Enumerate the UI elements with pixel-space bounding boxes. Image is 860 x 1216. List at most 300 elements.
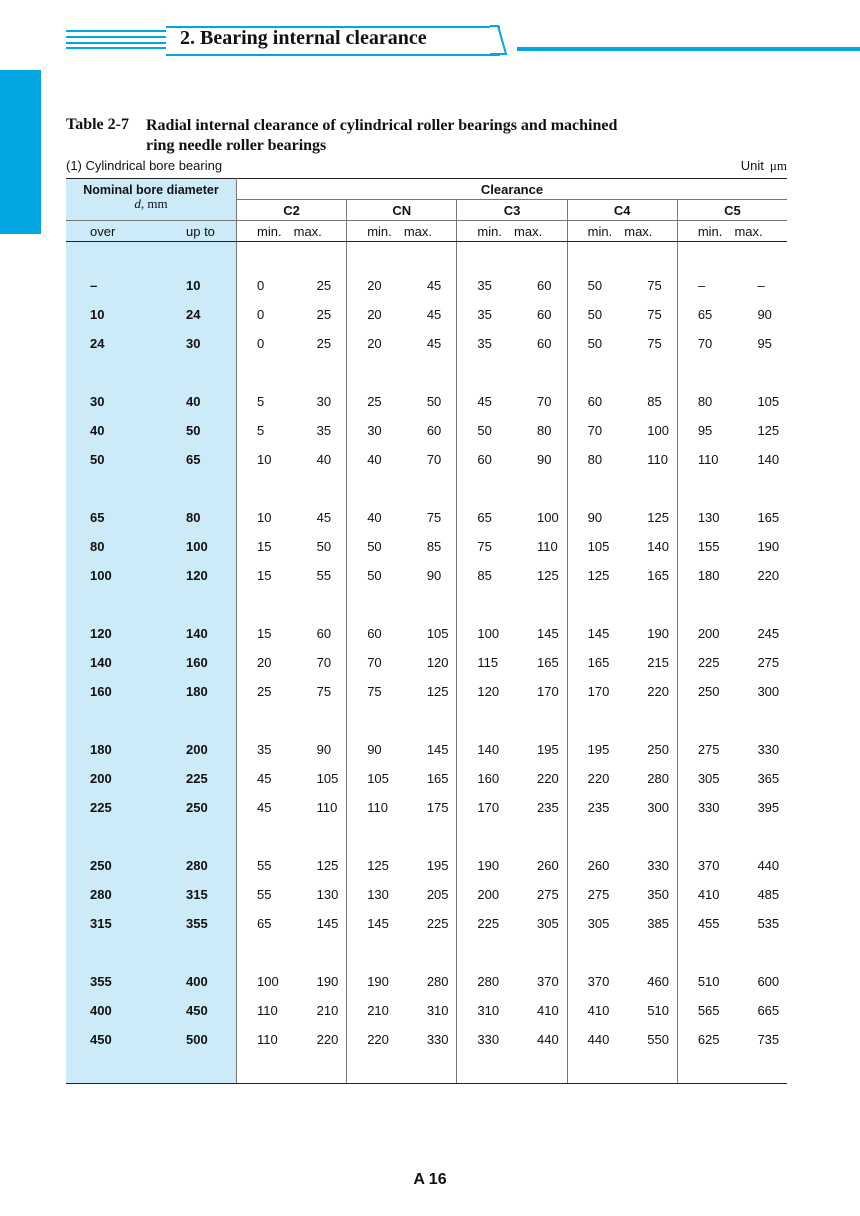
clearance-cell: 170: [567, 677, 619, 706]
clearance-cell: 25: [316, 336, 332, 351]
bore-upto-cell: 100: [160, 532, 237, 561]
clearance-cell: 735: [757, 1032, 780, 1047]
clearance-cell: 190: [457, 851, 509, 880]
clearance-cell: 85: [457, 561, 509, 590]
clearance-cell: 105: [426, 626, 449, 641]
header-rule-right: [517, 47, 860, 51]
clearance-cell: 50: [316, 539, 332, 554]
table-row: [66, 909, 787, 938]
clearance-cell: 175: [426, 800, 449, 815]
bore-over-cell: 250: [66, 851, 160, 880]
clearance-cell: 350: [647, 887, 669, 902]
clearance-cell: 220: [647, 684, 669, 699]
clearance-cell: 170: [457, 793, 509, 822]
table-row: [66, 793, 787, 822]
clearance-cell: 195: [426, 858, 449, 873]
clearance-cell: 310: [457, 996, 509, 1025]
table-row: [66, 532, 787, 561]
bore-over-cell: 225: [66, 793, 160, 822]
header-stripes: [66, 30, 166, 48]
clearance-cell: 60: [537, 336, 552, 351]
clearance-cell: 125: [316, 858, 339, 873]
clearance-cell: 80: [677, 387, 729, 416]
clearance-cell: 50: [347, 561, 399, 590]
clearance-cell: 510: [677, 967, 729, 996]
clearance-cell: 10: [237, 503, 289, 532]
clearance-cell: 220: [757, 568, 780, 583]
clearance-cell: 190: [647, 626, 669, 641]
clearance-cell: 120: [426, 655, 449, 670]
clearance-cell: 105: [757, 394, 780, 409]
clearance-cell: 90: [316, 742, 332, 757]
clearance-cell: 45: [457, 387, 509, 416]
clearance-cell: 485: [757, 887, 780, 902]
clearance-cell: 45: [426, 278, 442, 293]
clearance-cell: 95: [757, 336, 772, 351]
clearance-cell: 70: [677, 329, 729, 358]
clearance-cell: 10: [237, 445, 289, 474]
clearance-cell: 330: [426, 1032, 449, 1047]
clearance-cell: 75: [347, 677, 399, 706]
clearance-cell: 70: [537, 394, 552, 409]
clearance-cell: 70: [347, 648, 399, 677]
clearance-cell: 370: [677, 851, 729, 880]
clearance-cell: 330: [457, 1025, 509, 1054]
clearance-cell: 440: [757, 858, 780, 873]
clearance-cell: 15: [237, 561, 289, 590]
clearance-cell: 305: [567, 909, 619, 938]
clearance-header: Clearance: [237, 179, 788, 200]
clearance-cell: 410: [677, 880, 729, 909]
table-row: [66, 561, 787, 590]
clearance-cell: 225: [457, 909, 509, 938]
bore-over-cell: 450: [66, 1025, 160, 1054]
clearance-cell: 55: [316, 568, 332, 583]
bore-upto-cell: 500: [160, 1025, 237, 1054]
table-row: [66, 851, 787, 880]
clearance-cell: 245: [757, 626, 780, 641]
clearance-cell: 305: [537, 916, 559, 931]
clearance-cell: 600: [757, 974, 780, 989]
bore-over-cell: 24: [66, 329, 160, 358]
spacer-row: [66, 358, 787, 387]
clearance-cell: 460: [647, 974, 669, 989]
table-row: [66, 300, 787, 329]
col-max-c2: max.: [289, 221, 347, 242]
clearance-cell: 110: [316, 800, 338, 815]
clearance-cell: 70: [316, 655, 332, 670]
clearance-cell: 145: [316, 916, 339, 931]
clearance-cell: 5: [237, 387, 289, 416]
bore-upto-cell: 160: [160, 648, 237, 677]
clearance-cell: 75: [426, 510, 442, 525]
clearance-cell: 205: [426, 887, 449, 902]
page-number: A 16: [413, 1171, 447, 1188]
clearance-cell: 410: [567, 996, 619, 1025]
bore-over-cell: 160: [66, 677, 160, 706]
clearance-cell: 35: [457, 329, 509, 358]
clearance-cell: 275: [567, 880, 619, 909]
table-row: [66, 619, 787, 648]
bore-over-cell: 120: [66, 619, 160, 648]
clearance-cell: 140: [647, 539, 669, 554]
clearance-cell: 200: [677, 619, 729, 648]
clearance-cell: 625: [677, 1025, 729, 1054]
bore-upto-cell: 355: [160, 909, 237, 938]
bore-over-cell: 280: [66, 880, 160, 909]
clearance-cell: 225: [677, 648, 729, 677]
spacer-row: [66, 706, 787, 735]
spacer-row: [66, 938, 787, 967]
clearance-cell: 50: [457, 416, 509, 445]
clearance-cell: 440: [537, 1032, 559, 1047]
clearance-cell: 55: [237, 880, 289, 909]
clearance-cell: 395: [757, 800, 780, 815]
clearance-cell: 130: [677, 503, 729, 532]
clearance-cell: 165: [647, 568, 669, 583]
clearance-cell: 90: [757, 307, 772, 322]
clearance-cell: 385: [647, 916, 669, 931]
nominal-bore-unit: d, mm: [134, 196, 168, 211]
clearance-cell: 25: [316, 307, 332, 322]
clearance-cell: –: [677, 271, 729, 300]
clearance-cell: 260: [537, 858, 559, 873]
clearance-cell: 20: [237, 648, 289, 677]
clearance-cell: 75: [316, 684, 332, 699]
clearance-cell: 35: [237, 735, 289, 764]
clearance-cell: 50: [347, 532, 399, 561]
clearance-cell: 235: [537, 800, 559, 815]
clearance-cell: 200: [457, 880, 509, 909]
clearance-cell: 365: [757, 771, 780, 786]
bore-upto-cell: 315: [160, 880, 237, 909]
spacer-row: [66, 590, 787, 619]
clearance-cell: 80: [537, 423, 552, 438]
clearance-cell: 110: [237, 996, 289, 1025]
bore-over-cell: 50: [66, 445, 160, 474]
clearance-cell: 90: [567, 503, 619, 532]
table-row: [66, 880, 787, 909]
table-caption-number: Table 2-7: [66, 116, 129, 133]
clearance-cell: 45: [426, 307, 442, 322]
clearance-cell: 85: [426, 539, 442, 554]
clearance-cell: 105: [347, 764, 399, 793]
clearance-cell: 260: [567, 851, 619, 880]
table-row: [66, 648, 787, 677]
bore-over-cell: 10: [66, 300, 160, 329]
table-row: [66, 735, 787, 764]
clearance-cell: 370: [537, 974, 559, 989]
col-min-cn: min.: [347, 221, 399, 242]
clearance-cell: 195: [537, 742, 559, 757]
bore-over-cell: 400: [66, 996, 160, 1025]
table-row: [66, 677, 787, 706]
clearance-cell: 275: [677, 735, 729, 764]
bore-upto-cell: 140: [160, 619, 237, 648]
clearance-cell: 125: [647, 510, 669, 525]
bore-over-cell: 355: [66, 967, 160, 996]
bore-upto-cell: 400: [160, 967, 237, 996]
group-header-c3: C3: [457, 200, 567, 221]
clearance-cell: 15: [237, 532, 289, 561]
clearance-cell: 25: [347, 387, 399, 416]
table-row: [66, 1025, 787, 1054]
clearance-cell: 330: [647, 858, 669, 873]
bore-upto-cell: 450: [160, 996, 237, 1025]
bore-upto-cell: 120: [160, 561, 237, 590]
clearance-cell: 60: [426, 423, 442, 438]
clearance-cell: 60: [537, 278, 552, 293]
clearance-cell: 550: [647, 1032, 669, 1047]
table-row: [66, 996, 787, 1025]
clearance-cell: 40: [347, 503, 399, 532]
clearance-cell: 140: [757, 452, 780, 467]
clearance-cell: 565: [677, 996, 729, 1025]
clearance-cell: 180: [677, 561, 729, 590]
clearance-cell: 80: [567, 445, 619, 474]
clearance-cell: 235: [567, 793, 619, 822]
clearance-cell: 275: [757, 655, 780, 670]
clearance-cell: 50: [567, 271, 619, 300]
clearance-cell: 330: [677, 793, 729, 822]
table-caption-text: Radial internal clearance of cylindrical roller bearings and machined ring needle roller bearings: [146, 117, 618, 154]
clearance-cell: 300: [647, 800, 669, 815]
clearance-cell: 65: [677, 300, 729, 329]
clearance-cell: 60: [457, 445, 509, 474]
clearance-cell: 535: [757, 916, 780, 931]
clearance-cell: 125: [567, 561, 619, 590]
clearance-cell: 370: [567, 967, 619, 996]
bore-upto-cell: 10: [160, 271, 237, 300]
bore-over-cell: 30: [66, 387, 160, 416]
table-row: [66, 329, 787, 358]
clearance-cell: 0: [237, 271, 289, 300]
bore-upto-cell: 225: [160, 764, 237, 793]
col-over: over: [66, 221, 160, 242]
clearance-cell: 50: [426, 394, 442, 409]
clearance-cell: 190: [347, 967, 399, 996]
nominal-bore-label: Nominal bore diameter: [83, 183, 219, 197]
clearance-cell: 170: [537, 684, 559, 699]
section-title: 2. Bearing internal clearance: [180, 27, 427, 49]
bore-upto-cell: 30: [160, 329, 237, 358]
clearance-cell: 45: [426, 336, 442, 351]
clearance-cell: 100: [457, 619, 509, 648]
bore-upto-cell: 280: [160, 851, 237, 880]
clearance-cell: 35: [316, 423, 332, 438]
clearance-cell: 20: [347, 271, 399, 300]
clearance-cell: 50: [567, 329, 619, 358]
clearance-cell: 20: [347, 329, 399, 358]
clearance-cell: 665: [757, 1003, 780, 1018]
clearance-cell: 145: [347, 909, 399, 938]
col-min-c3: min.: [457, 221, 509, 242]
clearance-cell: 40: [316, 452, 332, 467]
clearance-cell: 30: [347, 416, 399, 445]
clearance-cell: 440: [567, 1025, 619, 1054]
clearance-cell: 115: [457, 648, 509, 677]
clearance-cell: 60: [316, 626, 332, 641]
clearance-cell: 510: [647, 1003, 669, 1018]
clearance-cell: 35: [457, 300, 509, 329]
spacer-row: [66, 474, 787, 503]
clearance-cell: 5: [237, 416, 289, 445]
spacer-row: [66, 822, 787, 851]
clearance-cell: 155: [677, 532, 729, 561]
clearance-cell: 60: [537, 307, 552, 322]
clearance-cell: 20: [347, 300, 399, 329]
table-row: [66, 967, 787, 996]
table-row: [66, 764, 787, 793]
nominal-bore-header: [66, 179, 237, 221]
clearance-cell: 125: [347, 851, 399, 880]
clearance-cell: 165: [757, 510, 780, 525]
clearance-cell: 330: [757, 742, 780, 757]
clearance-cell: 310: [426, 1003, 449, 1018]
clearance-cell: 120: [457, 677, 509, 706]
clearance-cell: 25: [316, 278, 332, 293]
clearance-cell: 110: [537, 539, 558, 554]
col-max-c5: max.: [729, 221, 787, 242]
clearance-cell: 90: [426, 568, 442, 583]
col-min-c4: min.: [567, 221, 619, 242]
clearance-cell: 60: [567, 387, 619, 416]
clearance-cell: 45: [316, 510, 332, 525]
bore-over-cell: 80: [66, 532, 160, 561]
clearance-cell: 410: [537, 1003, 559, 1018]
clearance-cell: 210: [316, 1003, 339, 1018]
clearance-cell: 45: [237, 764, 289, 793]
clearance-cell: 110: [347, 793, 399, 822]
clearance-cell: 305: [677, 764, 729, 793]
clearance-cell: 70: [567, 416, 619, 445]
clearance-cell: 100: [237, 967, 289, 996]
clearance-cell: 35: [457, 271, 509, 300]
col-min-c2: min.: [237, 221, 289, 242]
clearance-cell: 105: [316, 771, 339, 786]
bore-over-cell: –: [66, 271, 160, 300]
bore-upto-cell: 80: [160, 503, 237, 532]
clearance-cell: 125: [757, 423, 780, 438]
bore-upto-cell: 250: [160, 793, 237, 822]
group-header-cn: CN: [347, 200, 457, 221]
clearance-cell: 130: [347, 880, 399, 909]
clearance-cell: 0: [237, 300, 289, 329]
col-upto: up to: [160, 221, 237, 242]
clearance-cell: 190: [316, 974, 339, 989]
clearance-cell: 225: [426, 916, 449, 931]
clearance-cell: 30: [316, 394, 332, 409]
table-row: [66, 387, 787, 416]
header-slant: [490, 24, 508, 56]
bore-upto-cell: 65: [160, 445, 237, 474]
clearance-cell: 125: [537, 568, 559, 583]
clearance-cell: 75: [647, 307, 662, 322]
clearance-cell: 65: [237, 909, 289, 938]
clearance-cell: 85: [647, 394, 662, 409]
clearance-cell: 220: [537, 771, 559, 786]
clearance-cell: 110: [647, 452, 668, 467]
bore-over-cell: 65: [66, 503, 160, 532]
bore-over-cell: 315: [66, 909, 160, 938]
clearance-cell: 95: [677, 416, 729, 445]
bore-over-cell: 200: [66, 764, 160, 793]
clearance-cell: 55: [237, 851, 289, 880]
col-max-c4: max.: [619, 221, 677, 242]
table-row: [66, 445, 787, 474]
clearance-cell: 75: [457, 532, 509, 561]
clearance-cell: 190: [757, 539, 780, 554]
col-min-c5: min.: [677, 221, 729, 242]
clearance-cell: 220: [316, 1032, 339, 1047]
clearance-cell: 250: [647, 742, 669, 757]
clearance-cell: 60: [347, 619, 399, 648]
bore-upto-cell: 180: [160, 677, 237, 706]
group-header-c4: C4: [567, 200, 677, 221]
clearance-cell: 160: [457, 764, 509, 793]
clearance-cell: 300: [757, 684, 780, 699]
clearance-cell: 50: [567, 300, 619, 329]
clearance-cell: 105: [567, 532, 619, 561]
unit-label: [741, 158, 787, 174]
clearance-cell: 15: [237, 619, 289, 648]
clearance-cell: 130: [316, 887, 339, 902]
group-header-c5: C5: [677, 200, 787, 221]
clearance-cell: 280: [647, 771, 669, 786]
clearance-cell: 220: [567, 764, 619, 793]
clearance-cell: 125: [426, 684, 449, 699]
clearance-cell: 90: [347, 735, 399, 764]
clearance-cell: 110: [237, 1025, 289, 1054]
clearance-table: [66, 178, 787, 1084]
bore-over-cell: 100: [66, 561, 160, 590]
clearance-cell: 75: [647, 336, 662, 351]
clearance-cell: 250: [677, 677, 729, 706]
bore-upto-cell: 50: [160, 416, 237, 445]
clearance-cell: 165: [426, 771, 449, 786]
clearance-cell: 70: [426, 452, 442, 467]
clearance-cell: 145: [426, 742, 449, 757]
bore-over-cell: 180: [66, 735, 160, 764]
spacer-row: [66, 242, 787, 272]
clearance-cell: 75: [647, 278, 662, 293]
clearance-cell: 145: [537, 626, 559, 641]
col-max-c3: max.: [509, 221, 567, 242]
table-subcaption: (1) Cylindrical bore bearing: [66, 158, 223, 173]
clearance-cell: 25: [237, 677, 289, 706]
clearance-cell: 165: [567, 648, 619, 677]
clearance-cell: 45: [237, 793, 289, 822]
clearance-cell: 165: [537, 655, 559, 670]
bore-over-cell: 140: [66, 648, 160, 677]
table-row: [66, 503, 787, 532]
clearance-cell: 100: [647, 423, 669, 438]
clearance-cell: 40: [347, 445, 399, 474]
clearance-cell: –: [757, 278, 765, 293]
clearance-cell: 145: [567, 619, 619, 648]
clearance-cell: 210: [347, 996, 399, 1025]
clearance-cell: 110: [677, 445, 729, 474]
table-row: [66, 416, 787, 445]
clearance-cell: 280: [426, 974, 449, 989]
bore-over-cell: 40: [66, 416, 160, 445]
bore-upto-cell: 200: [160, 735, 237, 764]
unit-word: Unit: [740, 158, 764, 173]
clearance-cell: 195: [567, 735, 619, 764]
col-max-cn: max.: [399, 221, 457, 242]
clearance-cell: 100: [537, 510, 559, 525]
clearance-cell: 220: [347, 1025, 399, 1054]
